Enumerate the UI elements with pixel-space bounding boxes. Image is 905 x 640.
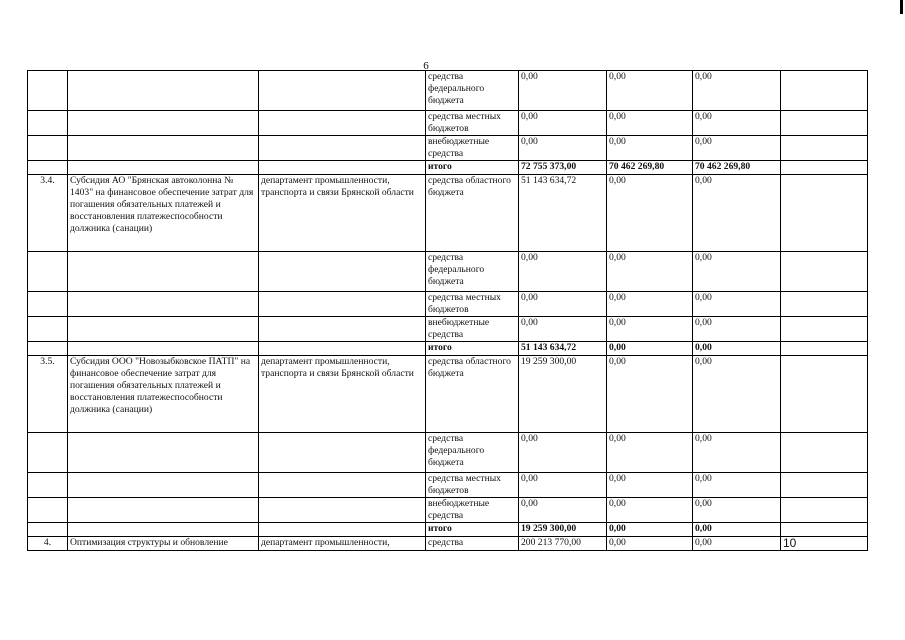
- row-number-cell: 3.4.: [28, 175, 68, 252]
- amount-col2-cell: 0,00: [607, 433, 693, 473]
- amount-col2-cell: 0,00: [607, 71, 693, 111]
- amount-col1-cell: 0,00: [519, 292, 607, 317]
- amount-col1-cell: 0,00: [519, 473, 607, 498]
- row-number-cell: [28, 317, 68, 342]
- row-number-cell: [28, 161, 68, 175]
- amount-col1-cell: 51 143 634,72: [519, 175, 607, 252]
- funding-source-cell: внебюджетные средства: [426, 498, 519, 523]
- amount-col1-cell: 19 259 300,00: [519, 356, 607, 433]
- table-row: [28, 342, 868, 356]
- amount-col1-cell: 0,00: [519, 317, 607, 342]
- table-row: [28, 356, 868, 433]
- row-number-cell: 3.5.: [28, 356, 68, 433]
- amount-col1-cell: 19 259 300,00: [519, 523, 607, 537]
- amount-col3-cell: 0,00: [693, 175, 781, 252]
- row-number-cell: [28, 111, 68, 136]
- amount-col2-cell: 70 462 269,80: [607, 161, 693, 175]
- measure-name-cell: [68, 342, 259, 356]
- amount-col2-cell: 0,00: [607, 292, 693, 317]
- department-cell: [259, 523, 426, 537]
- table-body: [28, 71, 868, 551]
- extra-cell: [781, 175, 868, 252]
- measure-name-cell: [68, 161, 259, 175]
- amount-col3-cell: 0,00: [693, 356, 781, 433]
- table-row: [28, 71, 868, 111]
- table-row: [28, 292, 868, 317]
- department-cell: [259, 161, 426, 175]
- amount-col1-cell: 0,00: [519, 136, 607, 161]
- amount-col2-cell: 0,00: [607, 356, 693, 433]
- amount-col3-cell: 0,00: [693, 473, 781, 498]
- department-cell: департамент промышленности, транспорта и связи Брянской области: [259, 356, 426, 433]
- funding-source-cell: средства областного бюджета: [426, 175, 519, 252]
- extra-cell: [781, 473, 868, 498]
- table-row: [28, 498, 868, 523]
- extra-cell: [781, 71, 868, 111]
- table-row: [28, 523, 868, 537]
- extra-cell: [781, 498, 868, 523]
- amount-col1-cell: 51 143 634,72: [519, 342, 607, 356]
- amount-col3-cell: 0,00: [693, 317, 781, 342]
- amount-col3-cell: 0,00: [693, 292, 781, 317]
- amount-col3-cell: 0,00: [693, 537, 781, 551]
- funding-source-cell: итого: [426, 523, 519, 537]
- funding-source-cell: внебюджетные средства: [426, 136, 519, 161]
- measure-name-cell: [68, 71, 259, 111]
- amount-col2-cell: 0,00: [607, 317, 693, 342]
- department-cell: [259, 433, 426, 473]
- extra-cell: [781, 433, 868, 473]
- extra-cell: [781, 356, 868, 433]
- amount-col1-cell: 0,00: [519, 71, 607, 111]
- amount-col3-cell: 0,00: [693, 136, 781, 161]
- funding-source-cell: итого: [426, 161, 519, 175]
- extra-cell: [781, 111, 868, 136]
- department-cell: департамент промышленности, транспорта и связи Брянской области: [259, 175, 426, 252]
- funding-source-cell: итого: [426, 342, 519, 356]
- measure-name-cell: [68, 498, 259, 523]
- department-cell: [259, 292, 426, 317]
- department-cell: [259, 111, 426, 136]
- department-cell: [259, 136, 426, 161]
- amount-col1-cell: 0,00: [519, 498, 607, 523]
- measure-name-cell: [68, 523, 259, 537]
- funding-source-cell: средства федерального бюджета: [426, 71, 519, 111]
- measure-name-cell: [68, 433, 259, 473]
- department-cell: [259, 71, 426, 111]
- extra-cell: [781, 252, 868, 292]
- measure-name-cell: Оптимизация структуры и обновление: [68, 537, 259, 551]
- amount-col2-cell: 0,00: [607, 498, 693, 523]
- funding-source-cell: средства областного бюджета: [426, 356, 519, 433]
- extra-cell: [781, 317, 868, 342]
- amount-col3-cell: 0,00: [693, 498, 781, 523]
- extra-cell: [781, 292, 868, 317]
- measure-name-cell: Субсидия ООО "Новозыбковское ПАТП" на финансовое обеспечение затрат для погашения обязательных платежей и восстановления платежеспособности должника (санации): [68, 356, 259, 433]
- amount-col2-cell: 0,00: [607, 175, 693, 252]
- row-number-cell: [28, 523, 68, 537]
- funding-source-cell: средства местных бюджетов: [426, 111, 519, 136]
- measure-name-cell: [68, 317, 259, 342]
- measure-name-cell: [68, 473, 259, 498]
- measure-name-cell: Субсидия АО "Брянская автоколонна № 1403" на финансовое обеспечение затрат для погашения обязательных платежей и восстановления платежеспособности должника (санации): [68, 175, 259, 252]
- funding-source-cell: средства местных бюджетов: [426, 292, 519, 317]
- funding-source-cell: средства федерального бюджета: [426, 252, 519, 292]
- amount-col2-cell: 0,00: [607, 523, 693, 537]
- department-cell: департамент промышленности,: [259, 537, 426, 551]
- department-cell: [259, 498, 426, 523]
- table-row: [28, 136, 868, 161]
- amount-col1-cell: 0,00: [519, 111, 607, 136]
- funding-source-cell: средства федерального бюджета: [426, 433, 519, 473]
- amount-col2-cell: 0,00: [607, 111, 693, 136]
- amount-col3-cell: 0,00: [693, 342, 781, 356]
- row-number-cell: [28, 342, 68, 356]
- row-number-cell: [28, 473, 68, 498]
- extra-cell: [781, 136, 868, 161]
- table-row: [28, 433, 868, 473]
- amount-col3-cell: 0,00: [693, 523, 781, 537]
- amount-col3-cell: 0,00: [693, 252, 781, 292]
- table-row: [28, 111, 868, 136]
- extra-cell: [781, 342, 868, 356]
- table-row: [28, 537, 868, 551]
- amount-col1-cell: 72 755 373,00: [519, 161, 607, 175]
- amount-col2-cell: 0,00: [607, 537, 693, 551]
- funding-source-cell: средства: [426, 537, 519, 551]
- row-number-cell: [28, 71, 68, 111]
- funding-source-cell: средства местных бюджетов: [426, 473, 519, 498]
- budget-table: [27, 70, 868, 551]
- table-row: [28, 252, 868, 292]
- page-number: 6: [423, 60, 429, 72]
- department-cell: [259, 317, 426, 342]
- extra-cell: [781, 161, 868, 175]
- amount-col1-cell: 200 213 770,00: [519, 537, 607, 551]
- amount-col3-cell: 0,00: [693, 433, 781, 473]
- table-row: [28, 161, 868, 175]
- amount-col2-cell: 0,00: [607, 342, 693, 356]
- scan-edge-mark: [900, 0, 903, 14]
- row-number-cell: [28, 292, 68, 317]
- table-row: [28, 175, 868, 252]
- table-row: [28, 317, 868, 342]
- measure-name-cell: [68, 252, 259, 292]
- row-number-cell: [28, 498, 68, 523]
- department-cell: [259, 342, 426, 356]
- department-cell: [259, 252, 426, 292]
- row-number-cell: [28, 136, 68, 161]
- row-number-cell: [28, 433, 68, 473]
- amount-col3-cell: 70 462 269,80: [693, 161, 781, 175]
- row-number-cell: 4.: [28, 537, 68, 551]
- measure-name-cell: [68, 292, 259, 317]
- amount-col2-cell: 0,00: [607, 252, 693, 292]
- row-number-cell: [28, 252, 68, 292]
- amount-col3-cell: 0,00: [693, 71, 781, 111]
- amount-col2-cell: 0,00: [607, 473, 693, 498]
- funding-source-cell: внебюджетные средства: [426, 317, 519, 342]
- measure-name-cell: [68, 136, 259, 161]
- table-row: [28, 473, 868, 498]
- amount-col3-cell: 0,00: [693, 111, 781, 136]
- amount-col1-cell: 0,00: [519, 433, 607, 473]
- measure-name-cell: [68, 111, 259, 136]
- extra-cell: [781, 523, 868, 537]
- amount-col1-cell: 0,00: [519, 252, 607, 292]
- extra-cell: 10: [781, 537, 868, 551]
- department-cell: [259, 473, 426, 498]
- amount-col2-cell: 0,00: [607, 136, 693, 161]
